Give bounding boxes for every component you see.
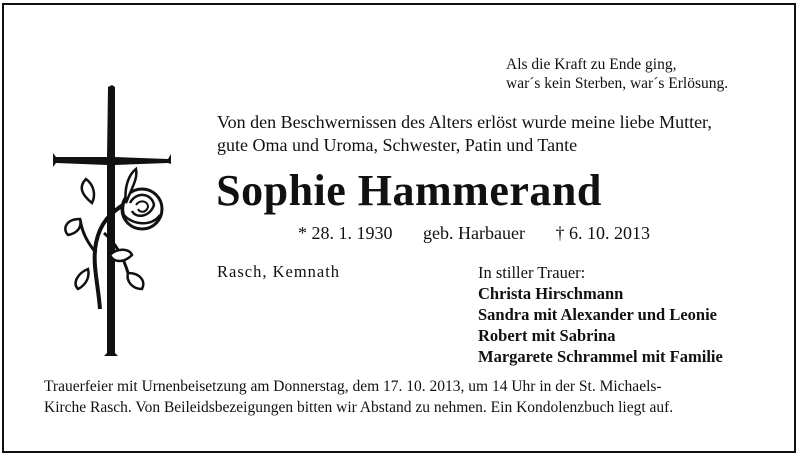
mourner: Sandra mit Alexander und Leonie — [478, 305, 717, 324]
mourners-block — [478, 262, 723, 367]
life-dates — [298, 223, 676, 244]
intro-line: gute Oma und Uroma, Schwester, Patin und Tante — [217, 135, 578, 155]
motto-line: war´s kein Sterben, war´s Erlösung. — [506, 75, 729, 92]
intro-line: Von den Beschwernissen des Alters erlöst wurde meine liebe Mutter, — [217, 112, 712, 132]
mourner: Margarete Schrammel mit Familie — [478, 347, 723, 366]
deceased-name: Sophie Hammerand — [216, 166, 602, 215]
mourner: Christa Hirschmann — [478, 284, 624, 303]
funeral-info — [44, 376, 764, 418]
deceased-name-row — [4, 165, 794, 217]
intro-text — [217, 111, 712, 157]
obituary-notice — [2, 3, 796, 453]
mourning-lead: In stiller Trauer: — [478, 263, 586, 282]
mourner: Robert mit Sabrina — [478, 326, 616, 345]
place: Rasch, Kemnath — [217, 262, 341, 281]
death-date: † 6. 10. 2013 — [555, 223, 650, 243]
birth-date: * 28. 1. 1930 — [298, 223, 393, 243]
funeral-info-line: Trauerfeier mit Urnenbeisetzung am Donnerstag, dem 17. 10. 2013, um 14 Uhr in der St. Michaels- — [44, 378, 662, 395]
funeral-info-line: Kirche Rasch. Von Beileidsbezeigungen bitten wir Abstand zu nehmen. Ein Kondolenzbuch liegt auf. — [44, 399, 674, 416]
motto-line: Als die Kraft zu Ende ging, — [506, 56, 677, 73]
maiden-name: geb. Harbauer — [423, 223, 525, 243]
cross-with-rose-icon — [52, 83, 172, 363]
motto — [506, 55, 728, 93]
